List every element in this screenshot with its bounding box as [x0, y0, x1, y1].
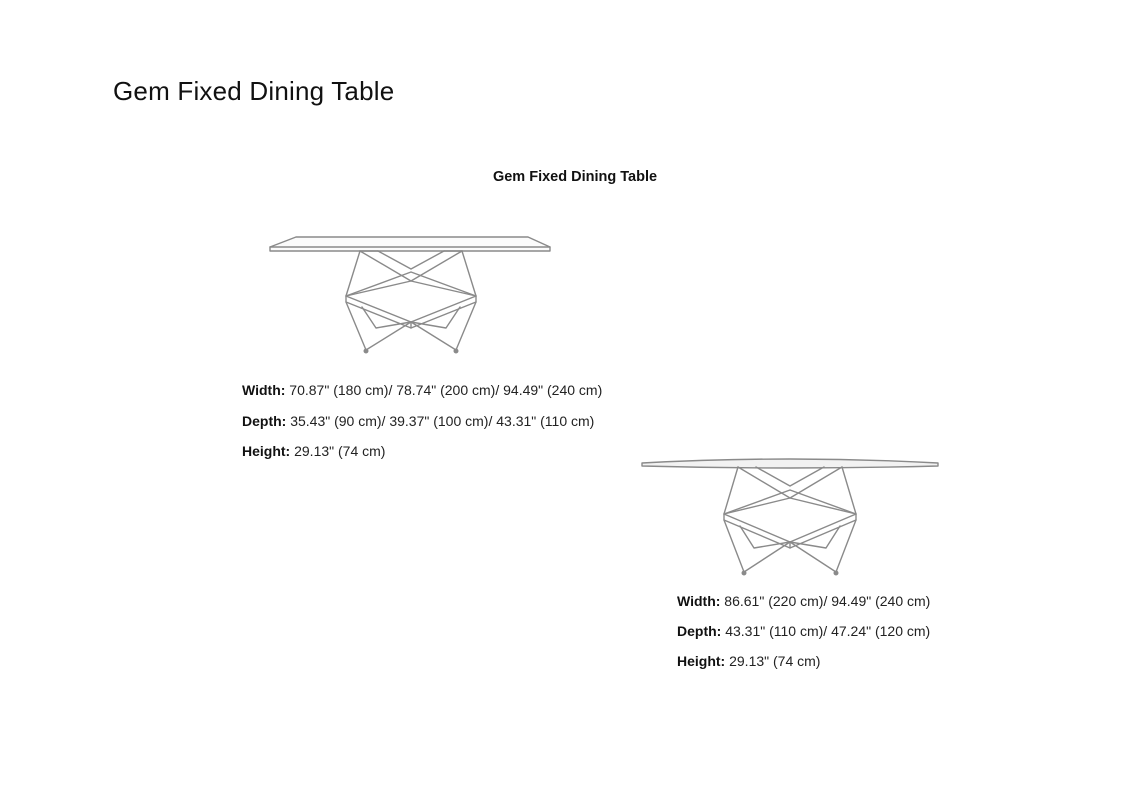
page-title: Gem Fixed Dining Table	[113, 76, 395, 106]
rectangular-table-drawing	[266, 232, 556, 358]
rectangular-table-specs	[242, 383, 602, 475]
oval-table-drawing	[638, 456, 942, 580]
rectangular-table-line-drawing-icon	[266, 232, 556, 358]
spec-depth: Depth: 35.43" (90 cm)/ 39.37" (100 cm)/ 43.31" (110 cm)	[242, 412, 595, 429]
spec-depth: Depth: 43.31" (110 cm)/ 47.24" (120 cm)	[677, 623, 931, 639]
spec-height: Height: 29.13" (74 cm)	[242, 443, 386, 459]
oval-table-line-drawing-icon	[638, 456, 942, 580]
spec-height: Height: 29.13" (74 cm)	[677, 653, 821, 669]
spec-width: Width: 86.61" (220 cm)/ 94.49" (240 cm)	[677, 593, 931, 609]
section-title: Gem Fixed Dining Table	[492, 169, 658, 185]
spec-width: Width: 70.87" (180 cm)/ 78.74" (200 cm)/ 94.49" (240 cm)	[242, 382, 603, 398]
oval-table-specs	[677, 594, 930, 684]
